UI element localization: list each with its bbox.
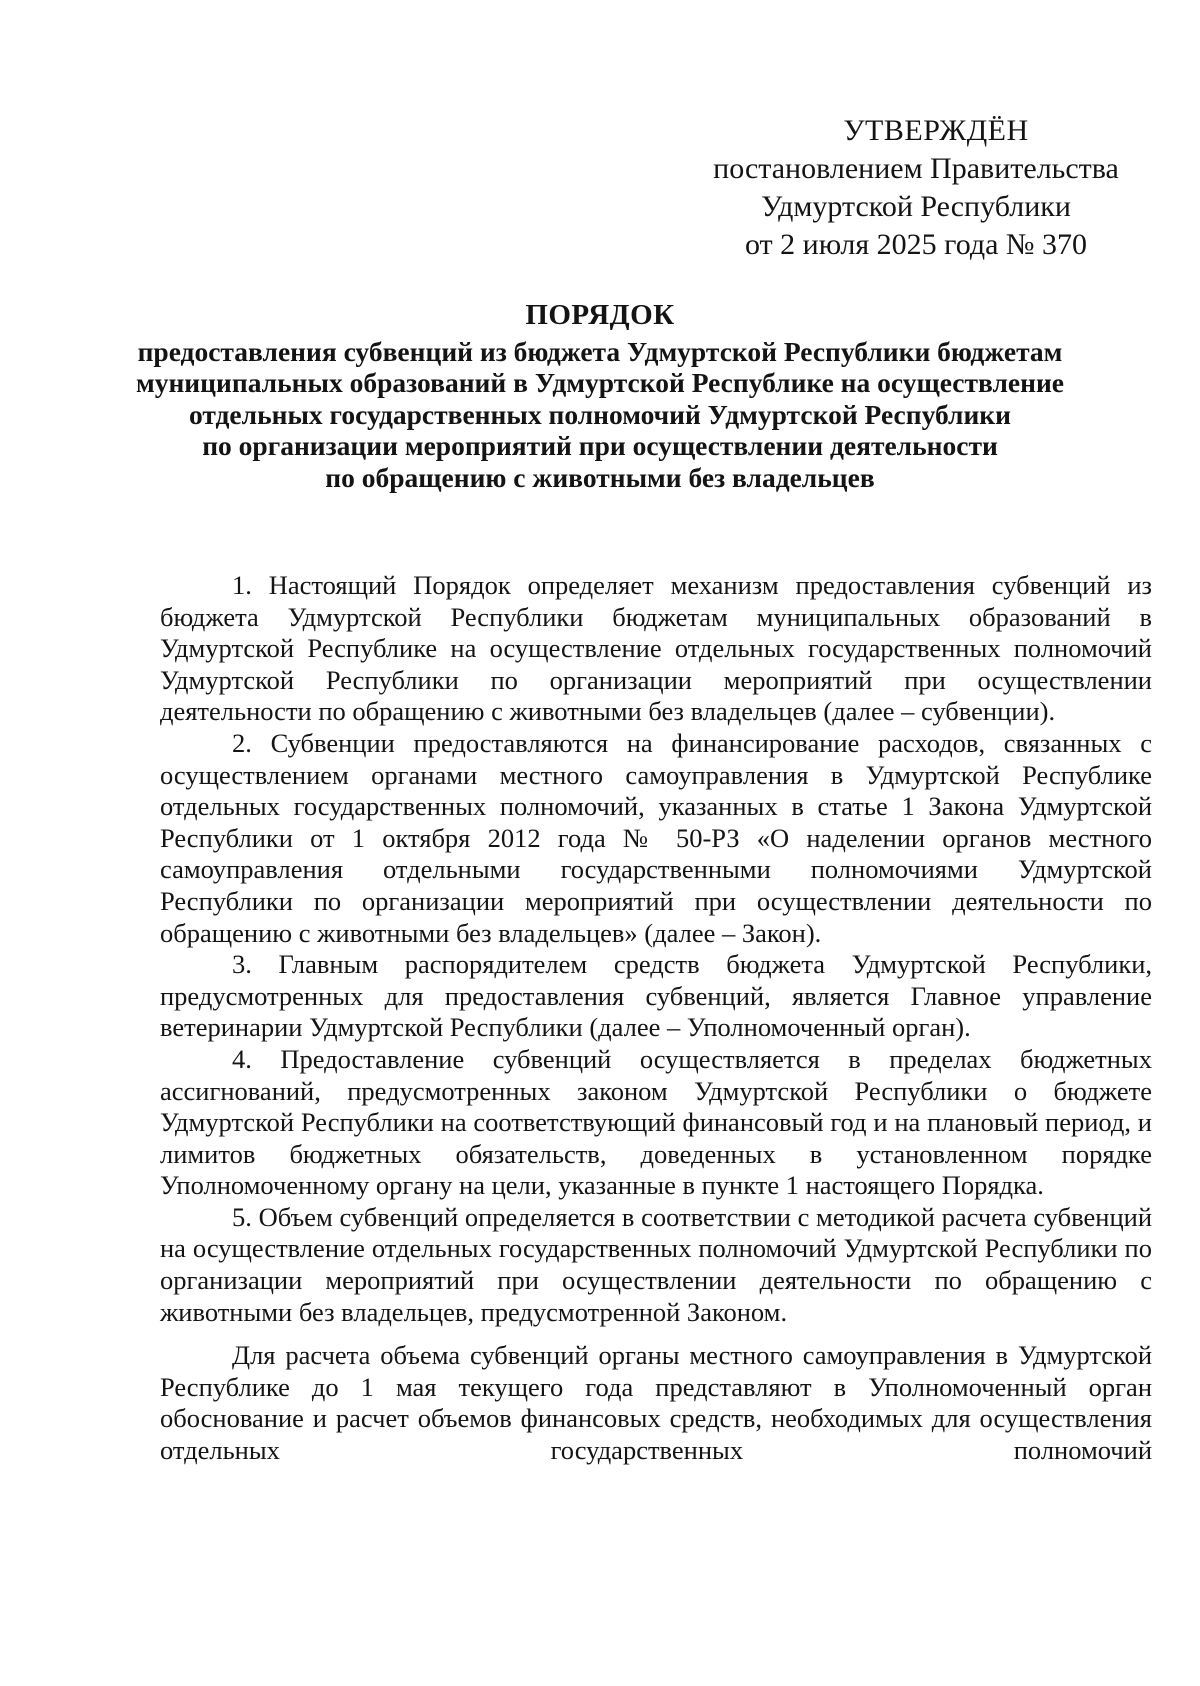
document-title: ПОРЯДОК	[525, 299, 675, 331]
heading-line: по организации мероприятий при осуществлении деятельности	[202, 430, 998, 461]
paragraph-1: 1. Настоящий Порядок определяет механизм предоставления субвенций из бюджета Удмуртской Республики бюджетам муниципальных образований в Удмуртской Республике на осуществление отдельных государственных полномочий Удмуртской Республики по организации мероприятий при осуществлении деятельности по обращению с животными без владельцев (далее – субвенции).	[160, 570, 1152, 727]
approval-title: УТВЕРЖДЁН	[843, 114, 1029, 147]
approval-lines	[706, 150, 1126, 264]
heading-line: отдельных государственных полномочий Удмуртской Республики	[188, 398, 1011, 430]
paragraph-6: Для расчета объема субвенций органы местного самоуправления в Удмуртской Республике до 1 мая текущего года представляют в Уполномоченный орган обоснование и расчет объемов финансовых средств, необходимых для осуществления отдельных государственных полномочий	[160, 1340, 1152, 1466]
approval-line: Удмуртской Республики	[761, 190, 1071, 223]
paragraph-3: 3. Главным распорядителем средств бюджета Удмуртской Республики, предусмотренных для предоставления субвенций, является Главное управление ветеринарии Удмуртской Республики (далее – Уполномоченный орган).	[160, 949, 1152, 1043]
document-body	[160, 570, 1152, 1467]
heading-line: муниципальных образований в Удмуртской Республике на осуществление	[135, 367, 1064, 398]
paragraph-5: 5. Объем субвенций определяется в соответствии с методикой расчета субвенций на осуществление отдельных государственных полномочий Удмуртской Республики по организации мероприятий при осуществлении деятельности по обращению с животными без владельцев, предусмотренной Законом.	[160, 1201, 1152, 1327]
approval-line: от 2 июля 2025 года № 370	[744, 228, 1088, 261]
paragraph-4: 4. Предоставление субвенций осуществляется в пределах бюджетных ассигнований, предусмотренных законом Удмуртской Республики о бюджете Удмуртской Республики на соответствующий финансовый год и на плановый период, и лимитов бюджетных обязательств, доведенных в установленном порядке Уполномоченному органу на цели, указанные в пункте 1 настоящего Порядка.	[160, 1043, 1152, 1201]
heading-line: по обращению с животными без владельцев	[325, 461, 875, 493]
approval-stamp	[706, 112, 1126, 264]
approval-line: постановлением Правительства	[713, 152, 1119, 185]
document-heading	[110, 300, 1090, 493]
paragraph-2: 2. Субвенции предоставляются на финансирование расходов, связанных с осуществлением органами местного самоуправления в Удмуртской Республике отдельных государственных полномочий, указанных в статье 1 Закона Удмуртской Республики от 1 октября 2012 года № 50-РЗ «О наделении органов местного самоуправления отдельными государственными полномочиями Удмуртской Республики по организации мероприятий при осуществлении деятельности по обращению с животными без владельцев» (далее – Закон).	[160, 727, 1152, 948]
heading-line: предоставления субвенций из бюджета Удмуртской Республики бюджетам	[137, 335, 1063, 367]
